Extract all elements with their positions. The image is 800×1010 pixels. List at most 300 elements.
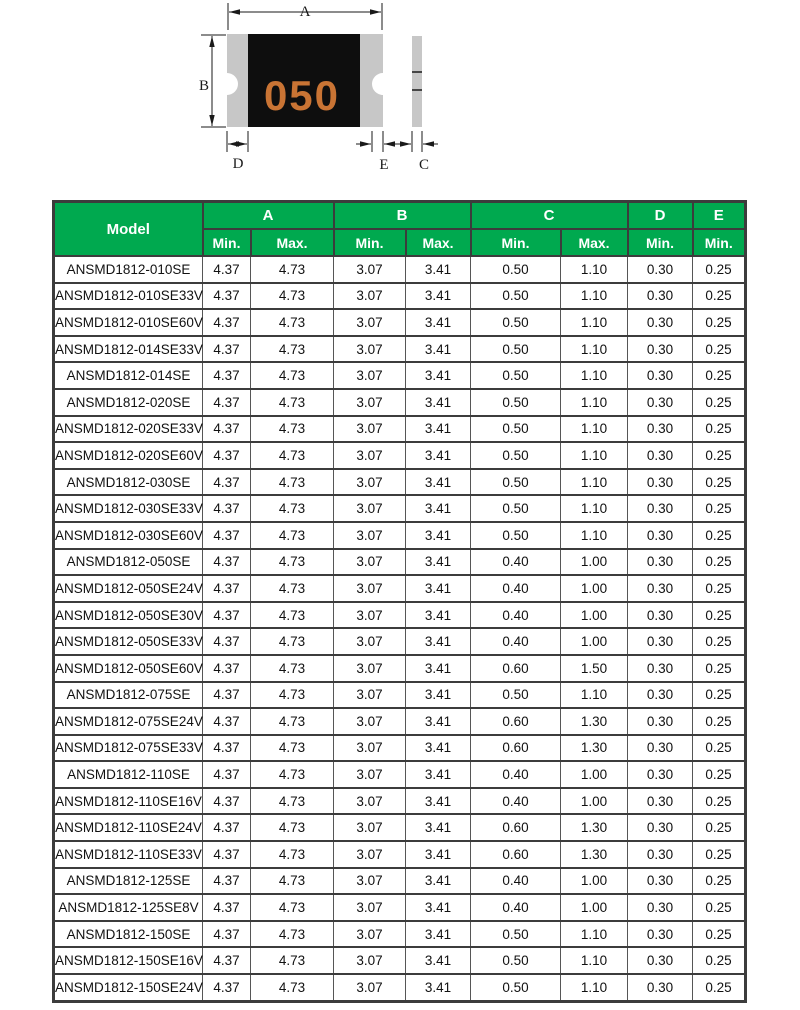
value-cell: 1.00 [561,894,628,921]
value-cell: 3.41 [406,947,471,974]
model-cell: ANSMD1812-050SE60V [54,655,203,682]
value-cell: 4.73 [251,682,334,709]
value-cell: 3.41 [406,655,471,682]
value-cell: 0.30 [628,708,693,735]
value-cell: 4.73 [251,469,334,496]
value-cell: 3.41 [406,841,471,868]
model-cell: ANSMD1812-150SE [54,921,203,948]
value-cell: 0.30 [628,868,693,895]
value-cell: 3.41 [406,894,471,921]
value-cell: 1.10 [561,495,628,522]
dim-label-e: E [379,157,389,173]
value-cell: 0.50 [471,469,561,496]
value-cell: 3.07 [334,708,406,735]
value-cell: 4.73 [251,256,334,283]
value-cell: 3.07 [334,522,406,549]
table-row [54,708,746,735]
value-cell: 1.30 [561,841,628,868]
value-cell: 3.07 [334,283,406,310]
value-cell: 4.37 [203,309,251,336]
value-cell: 4.73 [251,735,334,762]
value-cell: 4.37 [203,628,251,655]
value-cell: 3.41 [406,921,471,948]
model-cell: ANSMD1812-075SE [54,682,203,709]
value-cell: 3.07 [334,868,406,895]
value-cell: 3.41 [406,682,471,709]
table-row [54,416,746,443]
value-cell: 4.37 [203,894,251,921]
dim-label-c: C [418,157,430,173]
value-cell: 0.25 [693,841,746,868]
table-row [54,389,746,416]
value-cell: 3.07 [334,495,406,522]
value-cell: 4.73 [251,814,334,841]
model-cell: ANSMD1812-020SE33V [54,416,203,443]
value-cell: 0.30 [628,974,693,1001]
table-row [54,549,746,576]
value-cell: 3.07 [334,575,406,602]
value-cell: 1.10 [561,442,628,469]
table-row [54,788,746,815]
value-cell: 0.30 [628,416,693,443]
value-cell: 4.73 [251,868,334,895]
value-cell: 4.73 [251,655,334,682]
value-cell: 3.07 [334,788,406,815]
table-row [54,735,746,762]
value-cell: 0.25 [693,309,746,336]
col-header-group-c: C [471,202,628,230]
value-cell: 0.50 [471,389,561,416]
value-cell: 1.10 [561,309,628,336]
value-cell: 1.00 [561,575,628,602]
value-cell: 0.30 [628,309,693,336]
value-cell: 0.50 [471,682,561,709]
value-cell: 3.07 [334,761,406,788]
dimension-a [228,3,382,30]
value-cell: 3.41 [406,761,471,788]
value-cell: 4.73 [251,309,334,336]
value-cell: 3.41 [406,549,471,576]
value-cell: 3.07 [334,947,406,974]
model-cell: ANSMD1812-014SE [54,362,203,389]
model-cell: ANSMD1812-125SE [54,868,203,895]
col-header-group-d: D [628,202,693,230]
value-cell: 4.73 [251,389,334,416]
col-header-a-min: Min. [203,229,251,256]
model-cell: ANSMD1812-125SE8V [54,894,203,921]
value-cell: 0.50 [471,495,561,522]
value-cell: 0.50 [471,336,561,363]
col-header-e-min: Min. [693,229,746,256]
value-cell: 1.30 [561,708,628,735]
value-cell: 0.25 [693,735,746,762]
value-cell: 0.25 [693,868,746,895]
model-cell: ANSMD1812-050SE24V [54,575,203,602]
value-cell: 4.37 [203,336,251,363]
value-cell: 1.10 [561,283,628,310]
value-cell: 0.25 [693,947,746,974]
model-cell: ANSMD1812-110SE16V [54,788,203,815]
value-cell: 0.30 [628,336,693,363]
value-cell: 4.73 [251,602,334,629]
value-cell: 4.73 [251,974,334,1001]
model-cell: ANSMD1812-030SE33V [54,495,203,522]
dimension-e [356,131,399,173]
value-cell: 0.50 [471,309,561,336]
value-cell: 0.50 [471,362,561,389]
value-cell: 0.30 [628,575,693,602]
value-cell: 3.07 [334,921,406,948]
value-cell: 4.37 [203,522,251,549]
value-cell: 0.50 [471,522,561,549]
value-cell: 4.37 [203,495,251,522]
component-side-view [412,36,422,127]
model-cell: ANSMD1812-110SE24V [54,814,203,841]
model-cell: ANSMD1812-050SE33V [54,628,203,655]
value-cell: 1.00 [561,761,628,788]
value-cell: 4.37 [203,735,251,762]
col-header-c-max: Max. [561,229,628,256]
value-cell: 0.25 [693,628,746,655]
value-cell: 4.73 [251,921,334,948]
table-row [54,336,746,363]
value-cell: 1.00 [561,628,628,655]
value-cell: 0.40 [471,575,561,602]
table-row [54,495,746,522]
table-row [54,602,746,629]
value-cell: 0.30 [628,442,693,469]
table-row [54,283,746,310]
value-cell: 3.07 [334,841,406,868]
model-cell: ANSMD1812-010SE60V [54,309,203,336]
right-terminal-notch [372,73,394,95]
model-cell: ANSMD1812-075SE24V [54,708,203,735]
value-cell: 1.00 [561,788,628,815]
value-cell: 3.41 [406,469,471,496]
value-cell: 0.30 [628,682,693,709]
table-row [54,362,746,389]
value-cell: 4.73 [251,416,334,443]
col-header-group-e: E [693,202,746,230]
value-cell: 0.30 [628,256,693,283]
value-cell: 0.25 [693,416,746,443]
table-row [54,841,746,868]
component-dimension-diagram [0,0,800,190]
col-header-a-max: Max. [251,229,334,256]
table-row [54,522,746,549]
table-row [54,575,746,602]
value-cell: 3.07 [334,549,406,576]
value-cell: 0.40 [471,602,561,629]
value-cell: 0.30 [628,628,693,655]
dim-label-b: B [198,78,210,94]
value-cell: 0.25 [693,522,746,549]
value-cell: 0.30 [628,389,693,416]
value-cell: 0.30 [628,495,693,522]
value-cell: 0.25 [693,602,746,629]
table-row [54,469,746,496]
value-cell: 4.73 [251,495,334,522]
col-header-group-a: A [203,202,334,230]
value-cell: 4.37 [203,708,251,735]
value-cell: 3.41 [406,309,471,336]
value-cell: 1.10 [561,522,628,549]
value-cell: 3.41 [406,283,471,310]
value-cell: 0.25 [693,256,746,283]
value-cell: 4.73 [251,841,334,868]
value-cell: 4.37 [203,682,251,709]
side-view-body [412,36,422,127]
value-cell: 0.25 [693,495,746,522]
value-cell: 0.25 [693,389,746,416]
dimension-d [227,131,248,172]
value-cell: 3.07 [334,442,406,469]
value-cell: 4.37 [203,868,251,895]
table-row [54,682,746,709]
value-cell: 4.73 [251,628,334,655]
value-cell: 3.41 [406,628,471,655]
value-cell: 3.07 [334,416,406,443]
table-row [54,868,746,895]
value-cell: 0.30 [628,947,693,974]
value-cell: 4.73 [251,549,334,576]
value-cell: 0.30 [628,841,693,868]
value-cell: 3.41 [406,708,471,735]
value-cell: 0.30 [628,761,693,788]
spec-table-body [54,256,746,1001]
value-cell: 3.07 [334,362,406,389]
value-cell: 0.25 [693,921,746,948]
value-cell: 1.10 [561,336,628,363]
value-cell: 4.37 [203,442,251,469]
value-cell: 4.37 [203,283,251,310]
value-cell: 0.50 [471,947,561,974]
value-cell: 4.73 [251,761,334,788]
value-cell: 1.00 [561,602,628,629]
value-cell: 3.41 [406,788,471,815]
value-cell: 4.37 [203,549,251,576]
value-cell: 0.60 [471,708,561,735]
value-cell: 4.73 [251,283,334,310]
value-cell: 3.41 [406,442,471,469]
value-cell: 3.07 [334,814,406,841]
value-cell: 3.41 [406,814,471,841]
value-cell: 4.37 [203,655,251,682]
value-cell: 4.73 [251,788,334,815]
value-cell: 4.73 [251,442,334,469]
value-cell: 0.25 [693,788,746,815]
value-cell: 0.30 [628,894,693,921]
value-cell: 0.25 [693,362,746,389]
table-row [54,814,746,841]
value-cell: 3.07 [334,682,406,709]
value-cell: 3.41 [406,602,471,629]
col-header-b-min: Min. [334,229,406,256]
value-cell: 0.25 [693,283,746,310]
value-cell: 0.40 [471,628,561,655]
value-cell: 0.40 [471,761,561,788]
model-cell: ANSMD1812-150SE24V [54,974,203,1001]
model-cell: ANSMD1812-014SE33V [54,336,203,363]
value-cell: 0.40 [471,894,561,921]
model-cell: ANSMD1812-110SE33V [54,841,203,868]
value-cell: 1.10 [561,682,628,709]
value-cell: 0.30 [628,283,693,310]
value-cell: 1.10 [561,362,628,389]
value-cell: 1.10 [561,974,628,1001]
value-cell: 0.50 [471,256,561,283]
value-cell: 0.25 [693,974,746,1001]
value-cell: 3.41 [406,522,471,549]
value-cell: 3.07 [334,256,406,283]
col-header-model: Model [54,202,203,257]
value-cell: 1.10 [561,947,628,974]
col-header-b-max: Max. [406,229,471,256]
value-cell: 0.25 [693,549,746,576]
value-cell: 3.07 [334,628,406,655]
value-cell: 0.40 [471,788,561,815]
value-cell: 1.50 [561,655,628,682]
value-cell: 0.30 [628,522,693,549]
table-row [54,256,746,283]
value-cell: 4.37 [203,256,251,283]
value-cell: 1.10 [561,469,628,496]
model-cell: ANSMD1812-110SE [54,761,203,788]
model-cell: ANSMD1812-030SE60V [54,522,203,549]
value-cell: 4.37 [203,841,251,868]
value-cell: 3.07 [334,894,406,921]
value-cell: 3.07 [334,336,406,363]
value-cell: 1.00 [561,549,628,576]
value-cell: 3.41 [406,416,471,443]
value-cell: 0.60 [471,841,561,868]
value-cell: 4.37 [203,974,251,1001]
value-cell: 4.37 [203,389,251,416]
table-row [54,309,746,336]
dim-label-d: D [232,156,244,172]
dimensions-table [52,200,747,1003]
value-cell: 0.60 [471,735,561,762]
value-cell: 0.30 [628,362,693,389]
table-row [54,442,746,469]
value-cell: 4.73 [251,894,334,921]
col-header-d-min: Min. [628,229,693,256]
value-cell: 3.41 [406,868,471,895]
model-cell: ANSMD1812-075SE33V [54,735,203,762]
value-cell: 4.37 [203,921,251,948]
value-cell: 0.50 [471,921,561,948]
value-cell: 3.41 [406,575,471,602]
col-header-group-b: B [334,202,471,230]
value-cell: 4.37 [203,575,251,602]
value-cell: 0.25 [693,682,746,709]
value-cell: 0.50 [471,283,561,310]
value-cell: 0.25 [693,814,746,841]
value-cell: 1.30 [561,735,628,762]
value-cell: 0.30 [628,735,693,762]
model-cell: ANSMD1812-020SE [54,389,203,416]
value-cell: 4.73 [251,708,334,735]
left-terminal-notch [216,73,238,95]
value-cell: 0.30 [628,788,693,815]
value-cell: 0.40 [471,549,561,576]
value-cell: 3.41 [406,495,471,522]
value-cell: 0.30 [628,814,693,841]
table-row [54,655,746,682]
value-cell: 0.25 [693,336,746,363]
value-cell: 4.73 [251,336,334,363]
value-cell: 3.41 [406,256,471,283]
value-cell: 0.30 [628,655,693,682]
value-cell: 4.73 [251,522,334,549]
value-cell: 0.50 [471,442,561,469]
value-cell: 4.37 [203,761,251,788]
value-cell: 4.37 [203,814,251,841]
model-cell: ANSMD1812-010SE33V [54,283,203,310]
value-cell: 1.10 [561,256,628,283]
value-cell: 0.40 [471,868,561,895]
value-cell: 3.07 [334,389,406,416]
table-row [54,761,746,788]
value-cell: 0.25 [693,708,746,735]
value-cell: 0.25 [693,442,746,469]
value-cell: 4.37 [203,788,251,815]
value-cell: 3.41 [406,389,471,416]
model-cell: ANSMD1812-030SE [54,469,203,496]
component-front-view [216,34,394,127]
dimension-c [396,131,438,173]
table-row [54,921,746,948]
value-cell: 3.07 [334,974,406,1001]
value-cell: 3.41 [406,974,471,1001]
value-cell: 3.41 [406,362,471,389]
value-cell: 4.73 [251,575,334,602]
model-cell: ANSMD1812-150SE16V [54,947,203,974]
dim-label-a: A [299,4,311,20]
value-cell: 0.25 [693,761,746,788]
value-cell: 0.25 [693,655,746,682]
value-cell: 0.30 [628,469,693,496]
value-cell: 4.37 [203,416,251,443]
model-cell: ANSMD1812-050SE [54,549,203,576]
table-row [54,947,746,974]
value-cell: 1.00 [561,868,628,895]
value-cell: 0.60 [471,814,561,841]
value-cell: 4.37 [203,602,251,629]
value-cell: 3.07 [334,469,406,496]
value-cell: 3.07 [334,602,406,629]
model-cell: ANSMD1812-050SE30V [54,602,203,629]
value-cell: 3.41 [406,336,471,363]
value-cell: 0.25 [693,894,746,921]
value-cell: 4.73 [251,947,334,974]
value-cell: 0.30 [628,602,693,629]
value-cell: 1.10 [561,921,628,948]
table-row [54,628,746,655]
value-cell: 4.37 [203,362,251,389]
value-cell: 4.73 [251,362,334,389]
value-cell: 1.10 [561,416,628,443]
table-row [54,974,746,1001]
model-cell: ANSMD1812-010SE [54,256,203,283]
value-cell: 3.07 [334,735,406,762]
value-cell: 3.41 [406,735,471,762]
value-cell: 0.30 [628,549,693,576]
table-row [54,894,746,921]
value-cell: 0.30 [628,921,693,948]
value-cell: 0.50 [471,974,561,1001]
value-cell: 0.25 [693,469,746,496]
